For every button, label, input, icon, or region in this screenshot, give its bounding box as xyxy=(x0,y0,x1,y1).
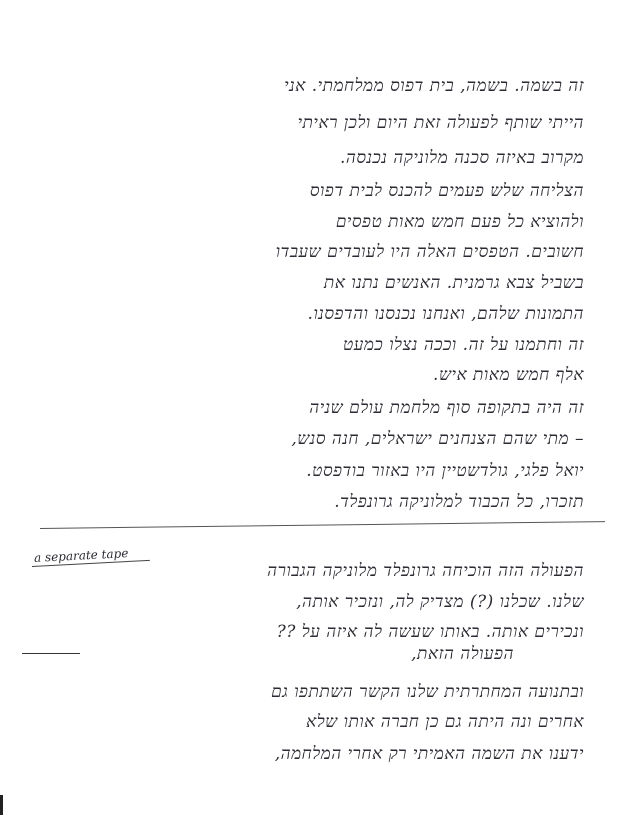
text-line: הפעולה הזאת, xyxy=(411,644,514,664)
text-line: שלנו. שכלנו (?) מצדיק לה, ונזכיר אותה, xyxy=(296,592,584,612)
text-line: התמונות שלהם, ואנחנו נכנסנו והדפסנו. xyxy=(307,304,584,324)
text-line: – מתי שהם הצנחנים ישראלים, חנה סנש, xyxy=(291,429,584,449)
text-line: ובתנועה המחתרתית שלנו הקשר השתתפו גם xyxy=(271,682,584,702)
text-line: תזכרו, כל הכבוד למלוניקה גרונפלד. xyxy=(334,492,584,512)
text-line: ולהוציא כל פעם חמש מאות טפסים xyxy=(335,212,584,232)
section-divider xyxy=(40,521,605,529)
blank-dash xyxy=(22,653,80,654)
text-line: חשובים. הטפסים האלה היו לעובדים שעבדו xyxy=(275,242,584,262)
text-line: ונכירים אותה. באותו שעשה לה איזה על ?? xyxy=(276,622,584,642)
text-line: זה בשמה. בשמה, בית דפוס ממלחמתי. אני xyxy=(284,76,584,96)
text-line: יואל פלגי, גולדשטיין היו באזור בודפסט. xyxy=(306,461,584,481)
text-line: זה וחתמנו על זה. וככה נצלו כמעט xyxy=(343,335,584,355)
text-line: הפעולה הזה הוכיחה גרונפלד מלוניקה הגבורה xyxy=(267,561,584,581)
text-line: זה היה בתקופה סוף מלחמת עולם שניה xyxy=(309,398,584,418)
separate-tape-note: a separate tape xyxy=(33,546,129,565)
text-line: הצליחה שלש פעמים להכנס לבית דפוס xyxy=(309,181,584,201)
text-line: בשביל צבא גרמנית. האנשים נתנו את xyxy=(323,273,584,293)
text-line: מקרוב באיזה סכנה מלוניקה נכנסה. xyxy=(339,148,584,168)
text-line: אלף חמש מאות איש. xyxy=(433,365,584,385)
text-line: ידענו את השמה האמיתי רק אחרי המלחמה, xyxy=(274,744,584,764)
text-line: אחרים ונה היתה גם כן חברה אותו שלא xyxy=(306,712,584,732)
text-line: הייתי שותף לפעולה זאת היום ולכן ראיתי xyxy=(297,113,584,133)
scan-edge-mark xyxy=(0,795,3,815)
